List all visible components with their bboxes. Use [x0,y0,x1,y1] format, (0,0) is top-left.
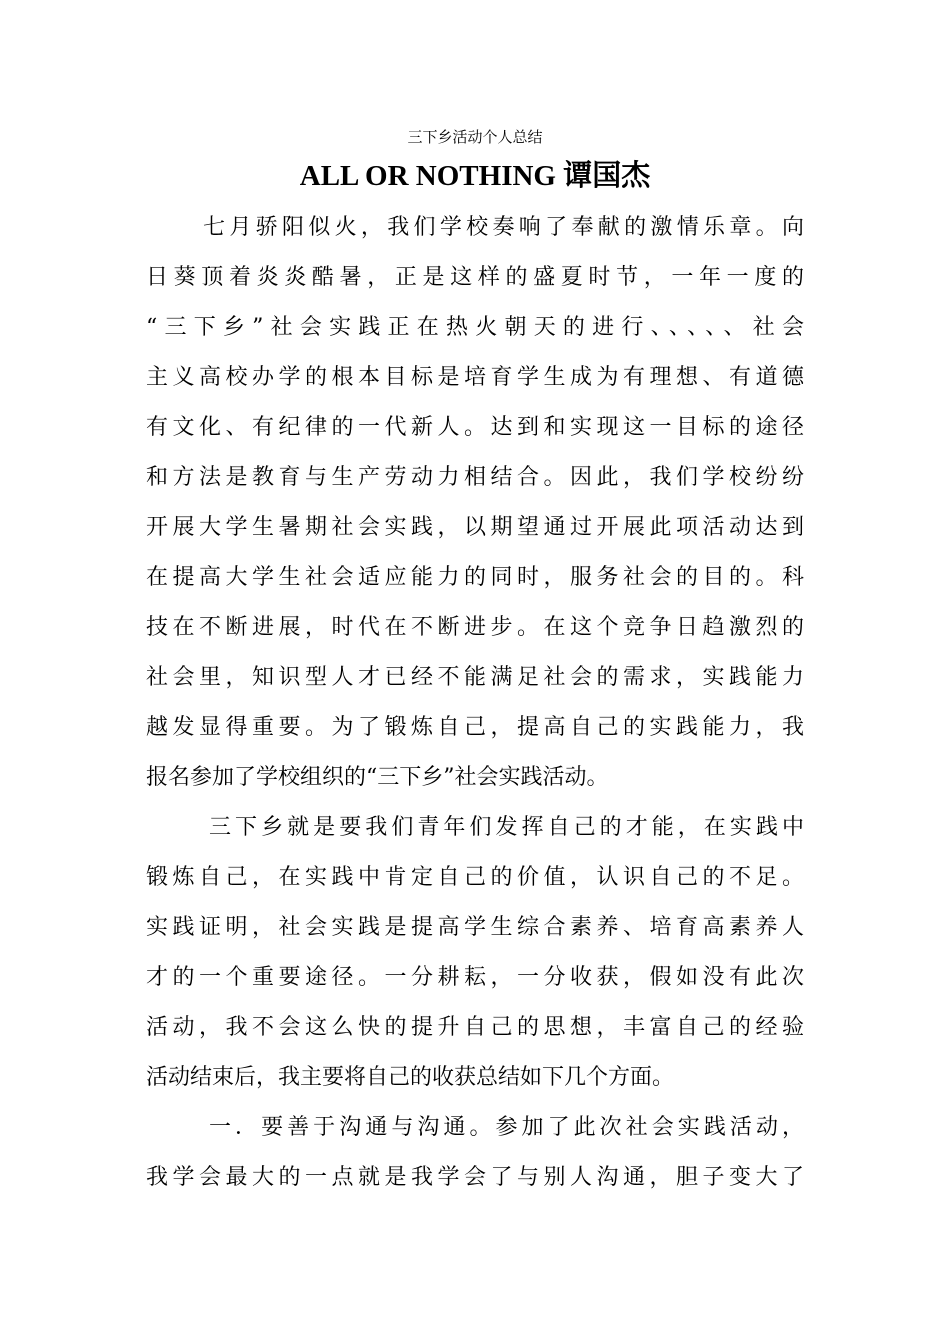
body-line: 技在不断进展，时代在不断进步。在这个竞争日趋激烈的 [146,615,804,640]
body-line: 活动结束后，我主要将自己的收获总结如下几个方面。 [146,1065,675,1090]
body-line: 日葵顶着炎炎酷暑，正是这样的盛夏时节，一年一度的 [146,265,804,290]
body-line: 开展大学生暑期社会实践，以期望通过开展此项活动达到 [146,515,804,540]
body-line: 一．要善于沟通与沟通。参加了此次社会实践活动， [209,1115,804,1140]
body-line: 有文化、有纪律的一代新人。达到和实现这一目标的途径 [146,415,804,440]
document-title: ALL OR NOTHING 谭国杰 [299,160,651,192]
body-line: 报名参加了学校组织的“三下乡”社会实践活动。 [146,765,609,790]
body-line: 七月骄阳似火，我们学校奏响了奉献的激情乐章。向 [203,215,804,240]
body-line: 实践证明，社会实践是提高学生综合素养、培育高素养人 [146,915,804,940]
document-header: 三下乡活动个人总结 [407,128,543,146]
body-line: 主义高校办学的根本目标是培育学生成为有理想、有道德 [146,365,804,390]
body-line: “三下乡”社会实践正在热火朝天的进行、、、、、社会 [146,315,804,340]
body-line: 锻炼自己，在实践中肯定自己的价值，认识自己的不足。 [146,865,804,890]
body-line: 越发显得重要。为了锻炼自己，提高自己的实践能力，我 [146,715,804,740]
body-line: 在提高大学生社会适应能力的同时，服务社会的目的。科 [146,565,804,590]
body-line: 社会里，知识型人才已经不能满足社会的需求，实践能力 [146,665,804,690]
document-body [146,203,804,1203]
body-line: 三下乡就是要我们青年们发挥自己的才能，在实践中 [209,815,804,840]
body-line: 我学会最大的一点就是我学会了与别人沟通，胆子变大了 [146,1165,804,1190]
body-line: 和方法是教育与生产劳动力相结合。因此，我们学校纷纷 [146,465,804,490]
body-line: 活动，我不会这么快的提升自己的思想，丰富自己的经验 [146,1015,804,1040]
body-line: 才的一个重要途径。一分耕耘，一分收获，假如没有此次 [146,965,804,990]
